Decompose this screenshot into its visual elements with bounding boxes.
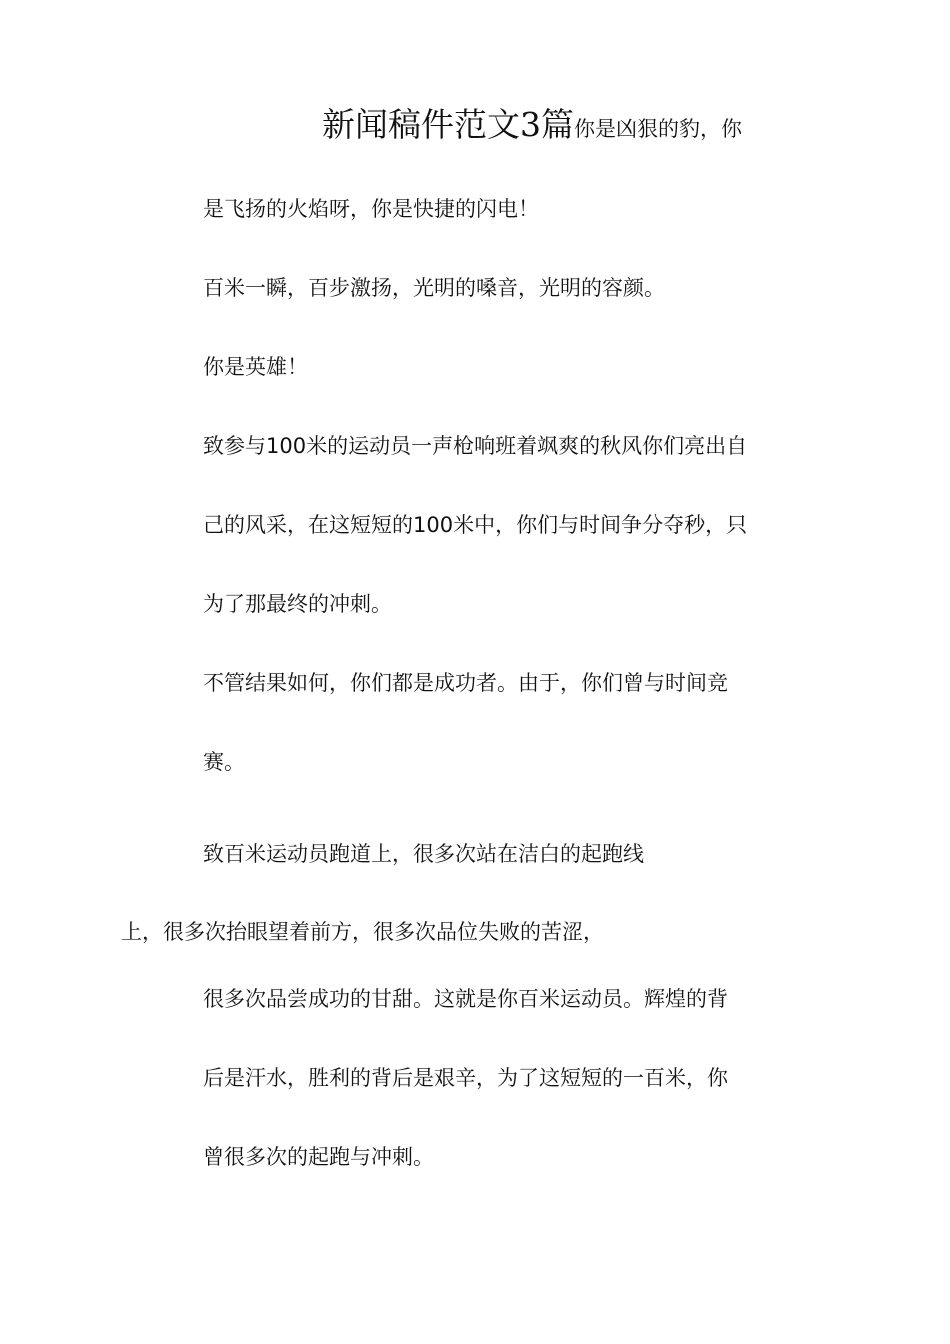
title-row (322, 105, 742, 144)
paragraph-line: 不管结果如何，你们都是成功者。由于，你们曾与时间竞 (203, 671, 728, 695)
document-title: 新闻稿件范文3篇 (322, 105, 574, 144)
paragraph-line: 百米一瞬，百步激扬，光明的嗓音，光明的容颜。 (203, 276, 665, 300)
paragraph-line: 上，很多次抬眼望着前方，很多次品位失败的苦涩， (121, 920, 604, 944)
paragraph-line: 你是英雄！ (203, 355, 308, 379)
title-tail-text: 你是凶狠的豹，你 (574, 117, 742, 141)
paragraph-line: 己的风采，在这短短的100米中，你们与时间争分夺秒，只 (203, 513, 748, 537)
paragraph-line: 致参与100米的运动员一声枪响班着飒爽的秋风你们亮出自 (203, 434, 748, 458)
paragraph-line: 为了那最终的冲刺。 (203, 592, 392, 616)
paragraph-line: 赛。 (203, 750, 245, 774)
paragraph-line: 是飞扬的火焰呀，你是快捷的闪电！ (203, 197, 539, 221)
paragraph-line: 曾很多次的起跑与冲刺。 (203, 1145, 434, 1169)
paragraph-line: 后是汗水，胜利的背后是艰辛，为了这短短的一百米，你 (203, 1066, 728, 1090)
paragraph-line: 很多次品尝成功的甘甜。这就是你百米运动员。辉煌的背 (203, 987, 728, 1011)
paragraph-line: 致百米运动员跑道上，很多次站在洁白的起跑线 (203, 842, 644, 866)
